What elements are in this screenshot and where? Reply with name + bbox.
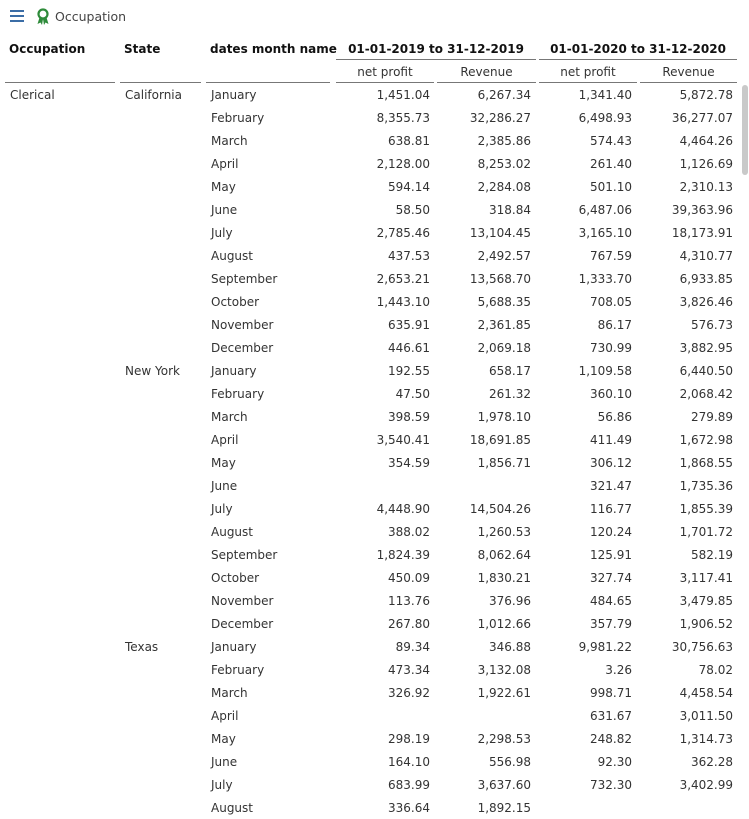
state-cell: New York xyxy=(125,364,180,378)
month-cell: June xyxy=(211,203,238,217)
revenue-2019-cell: 13,104.45 xyxy=(469,226,531,240)
table-row[interactable] xyxy=(0,175,749,198)
net-profit-2020-cell: 321.47 xyxy=(590,479,632,493)
revenue-2020-cell: 30,756.63 xyxy=(671,640,733,654)
table-row[interactable] xyxy=(0,497,749,520)
header-net-profit-2020[interactable]: net profit xyxy=(560,65,616,79)
table-row[interactable] xyxy=(0,451,749,474)
month-cell: January xyxy=(211,640,257,654)
revenue-2019-cell: 2,385.86 xyxy=(477,134,531,148)
revenue-2020-cell: 1,314.73 xyxy=(679,732,733,746)
revenue-2020-cell: 3,402.99 xyxy=(679,778,733,792)
revenue-2019-cell: 32,286.27 xyxy=(469,111,531,125)
net-profit-2019-cell: 437.53 xyxy=(388,249,430,263)
revenue-2019-cell: 13,568.70 xyxy=(469,272,531,286)
net-profit-2019-cell: 2,785.46 xyxy=(376,226,430,240)
revenue-2020-cell: 582.19 xyxy=(691,548,733,562)
net-profit-2019-cell: 683.99 xyxy=(388,778,430,792)
revenue-2020-cell: 3,826.46 xyxy=(679,295,733,309)
revenue-2019-cell: 2,069.18 xyxy=(477,341,531,355)
net-profit-2019-cell: 1,824.39 xyxy=(376,548,430,562)
revenue-2019-cell: 1,978.10 xyxy=(477,410,531,424)
net-profit-2019-cell: 8,355.73 xyxy=(376,111,430,125)
net-profit-2020-cell: 631.67 xyxy=(590,709,632,723)
net-profit-2019-cell: 336.64 xyxy=(388,801,430,815)
revenue-2020-cell: 576.73 xyxy=(691,318,733,332)
net-profit-2020-cell: 357.79 xyxy=(590,617,632,631)
revenue-2020-cell: 3,011.50 xyxy=(679,709,733,723)
table-row[interactable] xyxy=(0,152,749,175)
net-profit-2020-cell: 3,165.10 xyxy=(578,226,632,240)
revenue-2020-cell: 1,672.98 xyxy=(679,433,733,447)
table-row[interactable] xyxy=(0,198,749,221)
month-cell: March xyxy=(211,410,248,424)
net-profit-2020-cell: 3.26 xyxy=(605,663,632,677)
revenue-2020-cell: 36,277.07 xyxy=(671,111,733,125)
header-net-profit-2019[interactable]: net profit xyxy=(357,65,413,79)
net-profit-2020-cell: 767.59 xyxy=(590,249,632,263)
net-profit-2019-cell: 298.19 xyxy=(388,732,430,746)
revenue-2019-cell: 5,688.35 xyxy=(477,295,531,309)
net-profit-2019-cell: 473.34 xyxy=(388,663,430,677)
revenue-2020-cell: 6,933.85 xyxy=(679,272,733,286)
net-profit-2019-cell: 4,448.90 xyxy=(376,502,430,516)
net-profit-2019-cell: 388.02 xyxy=(388,525,430,539)
revenue-2020-cell: 279.89 xyxy=(691,410,733,424)
net-profit-2020-cell: 730.99 xyxy=(590,341,632,355)
net-profit-2019-cell: 594.14 xyxy=(388,180,430,194)
table-row[interactable] xyxy=(0,129,749,152)
net-profit-2019-cell: 1,443.10 xyxy=(376,295,430,309)
net-profit-2020-cell: 360.10 xyxy=(590,387,632,401)
month-cell: July xyxy=(211,502,233,516)
revenue-2019-cell: 1,892.15 xyxy=(477,801,531,815)
month-cell: February xyxy=(211,387,265,401)
month-cell: May xyxy=(211,180,236,194)
table-row[interactable] xyxy=(0,359,749,382)
revenue-2020-cell: 1,855.39 xyxy=(679,502,733,516)
table-row[interactable] xyxy=(0,474,749,497)
pivot-table-body xyxy=(0,83,749,819)
revenue-2020-cell: 3,882.95 xyxy=(679,341,733,355)
table-row[interactable] xyxy=(0,267,749,290)
revenue-2020-cell: 5,872.78 xyxy=(679,88,733,102)
net-profit-2019-cell: 326.92 xyxy=(388,686,430,700)
revenue-2020-cell: 4,458.54 xyxy=(679,686,733,700)
header-month[interactable]: dates month name xyxy=(210,42,337,56)
revenue-2019-cell: 3,132.08 xyxy=(477,663,531,677)
header-period-2020[interactable]: 01-01-2020 to 31-12-2020 xyxy=(550,42,726,56)
net-profit-2019-cell: 113.76 xyxy=(388,594,430,608)
revenue-2020-cell: 6,440.50 xyxy=(679,364,733,378)
revenue-2019-cell: 2,492.57 xyxy=(477,249,531,263)
revenue-2019-cell: 346.88 xyxy=(489,640,531,654)
net-profit-2020-cell: 6,487.06 xyxy=(578,203,632,217)
net-profit-2020-cell: 125.91 xyxy=(590,548,632,562)
net-profit-2019-cell: 3,540.41 xyxy=(376,433,430,447)
net-profit-2020-cell: 6,498.93 xyxy=(578,111,632,125)
header-period-2019[interactable]: 01-01-2019 to 31-12-2019 xyxy=(348,42,524,56)
table-row[interactable] xyxy=(0,290,749,313)
net-profit-2019-cell: 638.81 xyxy=(388,134,430,148)
table-row[interactable] xyxy=(0,106,749,129)
vertical-scrollbar-thumb[interactable] xyxy=(742,85,748,175)
month-cell: September xyxy=(211,548,278,562)
net-profit-2019-cell: 89.34 xyxy=(395,640,430,654)
table-row[interactable] xyxy=(0,520,749,543)
net-profit-2019-cell: 635.91 xyxy=(388,318,430,332)
net-profit-2019-cell: 58.50 xyxy=(395,203,430,217)
net-profit-2019-cell: 1,451.04 xyxy=(376,88,430,102)
month-cell: May xyxy=(211,732,236,746)
revenue-2019-cell: 1,856.71 xyxy=(477,456,531,470)
revenue-2020-cell: 78.02 xyxy=(698,663,733,677)
month-cell: January xyxy=(211,88,257,102)
revenue-2019-cell: 18,691.85 xyxy=(469,433,531,447)
revenue-2020-cell: 3,117.41 xyxy=(679,571,733,585)
table-row[interactable] xyxy=(0,681,749,704)
revenue-2020-cell: 2,310.13 xyxy=(679,180,733,194)
month-cell: September xyxy=(211,272,278,286)
net-profit-2020-cell: 327.74 xyxy=(590,571,632,585)
net-profit-2019-cell: 47.50 xyxy=(395,387,430,401)
table-row[interactable] xyxy=(0,658,749,681)
revenue-2020-cell: 39,363.96 xyxy=(671,203,733,217)
net-profit-2020-cell: 1,109.58 xyxy=(578,364,632,378)
revenue-2019-cell: 2,298.53 xyxy=(477,732,531,746)
revenue-2019-cell: 1,922.61 xyxy=(477,686,531,700)
net-profit-2019-cell: 164.10 xyxy=(388,755,430,769)
table-row[interactable] xyxy=(0,566,749,589)
revenue-2020-cell: 1,868.55 xyxy=(679,456,733,470)
table-row[interactable] xyxy=(0,773,749,796)
net-profit-2020-cell: 92.30 xyxy=(597,755,632,769)
table-row[interactable] xyxy=(0,405,749,428)
table-row[interactable] xyxy=(0,750,749,773)
month-cell: July xyxy=(211,778,233,792)
net-profit-2020-cell: 120.24 xyxy=(590,525,632,539)
month-cell: June xyxy=(211,479,238,493)
revenue-2020-cell: 2,068.42 xyxy=(679,387,733,401)
occupation-cell: Clerical xyxy=(10,88,55,102)
net-profit-2020-cell: 708.05 xyxy=(590,295,632,309)
net-profit-2019-cell: 398.59 xyxy=(388,410,430,424)
month-cell: October xyxy=(211,295,260,309)
net-profit-2020-cell: 1,333.70 xyxy=(578,272,632,286)
state-cell: Texas xyxy=(125,640,159,654)
revenue-2019-cell: 1,012.66 xyxy=(477,617,531,631)
revenue-2020-cell: 4,464.26 xyxy=(679,134,733,148)
period-2019-underline xyxy=(336,59,536,60)
net-profit-2020-cell: 484.65 xyxy=(590,594,632,608)
month-cell: January xyxy=(211,364,257,378)
net-profit-2019-cell: 267.80 xyxy=(388,617,430,631)
net-profit-2019-cell: 446.61 xyxy=(388,341,430,355)
table-row[interactable] xyxy=(0,221,749,244)
net-profit-2019-cell: 354.59 xyxy=(388,456,430,470)
month-cell: April xyxy=(211,709,239,723)
net-profit-2020-cell: 501.10 xyxy=(590,180,632,194)
month-cell: May xyxy=(211,456,236,470)
month-cell: April xyxy=(211,157,239,171)
revenue-2020-cell: 18,173.91 xyxy=(671,226,733,240)
net-profit-2019-cell: 2,653.21 xyxy=(376,272,430,286)
table-row[interactable] xyxy=(0,336,749,359)
revenue-2019-cell: 261.32 xyxy=(489,387,531,401)
revenue-2020-cell: 1,735.36 xyxy=(679,479,733,493)
revenue-2019-cell: 318.84 xyxy=(489,203,531,217)
net-profit-2020-cell: 306.12 xyxy=(590,456,632,470)
revenue-2020-cell: 3,479.85 xyxy=(679,594,733,608)
month-cell: July xyxy=(211,226,233,240)
revenue-2019-cell: 376.96 xyxy=(489,594,531,608)
app-title: Occupation xyxy=(55,9,127,24)
net-profit-2020-cell: 574.43 xyxy=(590,134,632,148)
revenue-2019-cell: 658.17 xyxy=(489,364,531,378)
month-cell: February xyxy=(211,111,265,125)
revenue-2020-cell: 1,906.52 xyxy=(679,617,733,631)
table-row[interactable] xyxy=(0,382,749,405)
net-profit-2020-cell: 248.82 xyxy=(590,732,632,746)
table-row[interactable] xyxy=(0,589,749,612)
revenue-2019-cell: 2,284.08 xyxy=(477,180,531,194)
net-profit-2019-cell: 450.09 xyxy=(388,571,430,585)
net-profit-2020-cell: 86.17 xyxy=(597,318,632,332)
net-profit-2020-cell: 1,341.40 xyxy=(578,88,632,102)
revenue-2019-cell: 6,267.34 xyxy=(477,88,531,102)
net-profit-2020-cell: 732.30 xyxy=(590,778,632,792)
header-state[interactable]: State xyxy=(124,42,161,56)
table-row[interactable] xyxy=(0,796,749,819)
revenue-2019-cell: 556.98 xyxy=(489,755,531,769)
table-row[interactable] xyxy=(0,83,749,106)
header-revenue-2020[interactable]: Revenue xyxy=(662,65,715,79)
table-row[interactable] xyxy=(0,727,749,750)
net-profit-2019-cell: 192.55 xyxy=(388,364,430,378)
month-cell: August xyxy=(211,801,253,815)
net-profit-2020-cell: 9,981.22 xyxy=(578,640,632,654)
month-cell: March xyxy=(211,686,248,700)
table-row[interactable] xyxy=(0,635,749,658)
table-row[interactable] xyxy=(0,313,749,336)
month-cell: August xyxy=(211,249,253,263)
revenue-2019-cell: 2,361.85 xyxy=(477,318,531,332)
net-profit-2020-cell: 116.77 xyxy=(590,502,632,516)
net-profit-2020-cell: 998.71 xyxy=(590,686,632,700)
revenue-2019-cell: 8,062.64 xyxy=(477,548,531,562)
revenue-2019-cell: 1,830.21 xyxy=(477,571,531,585)
month-cell: March xyxy=(211,134,248,148)
revenue-2020-cell: 362.28 xyxy=(691,755,733,769)
state-cell: California xyxy=(125,88,182,102)
revenue-2020-cell: 1,126.69 xyxy=(679,157,733,171)
net-profit-2020-cell: 56.86 xyxy=(597,410,632,424)
net-profit-2020-cell: 411.49 xyxy=(590,433,632,447)
net-profit-2019-cell: 2,128.00 xyxy=(376,157,430,171)
revenue-2019-cell: 3,637.60 xyxy=(477,778,531,792)
table-row[interactable] xyxy=(0,428,749,451)
revenue-2020-cell: 1,701.72 xyxy=(679,525,733,539)
ribbon-award-icon xyxy=(35,8,51,26)
revenue-2020-cell: 4,310.77 xyxy=(679,249,733,263)
net-profit-2020-cell: 261.40 xyxy=(590,157,632,171)
top-bar xyxy=(0,0,749,34)
month-cell: November xyxy=(211,594,274,608)
revenue-2019-cell: 1,260.53 xyxy=(477,525,531,539)
month-cell: December xyxy=(211,341,274,355)
month-cell: December xyxy=(211,617,274,631)
table-row[interactable] xyxy=(0,704,749,727)
table-row[interactable] xyxy=(0,244,749,267)
revenue-2019-cell: 14,504.26 xyxy=(469,502,531,516)
month-cell: August xyxy=(211,525,253,539)
hamburger-menu-icon[interactable] xyxy=(10,10,24,22)
month-cell: June xyxy=(211,755,238,769)
month-cell: April xyxy=(211,433,239,447)
table-row[interactable] xyxy=(0,543,749,566)
month-cell: October xyxy=(211,571,260,585)
revenue-2019-cell: 8,253.02 xyxy=(477,157,531,171)
header-revenue-2019[interactable]: Revenue xyxy=(460,65,513,79)
table-row[interactable] xyxy=(0,612,749,635)
period-2020-underline xyxy=(539,59,737,60)
month-cell: November xyxy=(211,318,274,332)
month-cell: February xyxy=(211,663,265,677)
header-occupation[interactable]: Occupation xyxy=(9,42,86,56)
